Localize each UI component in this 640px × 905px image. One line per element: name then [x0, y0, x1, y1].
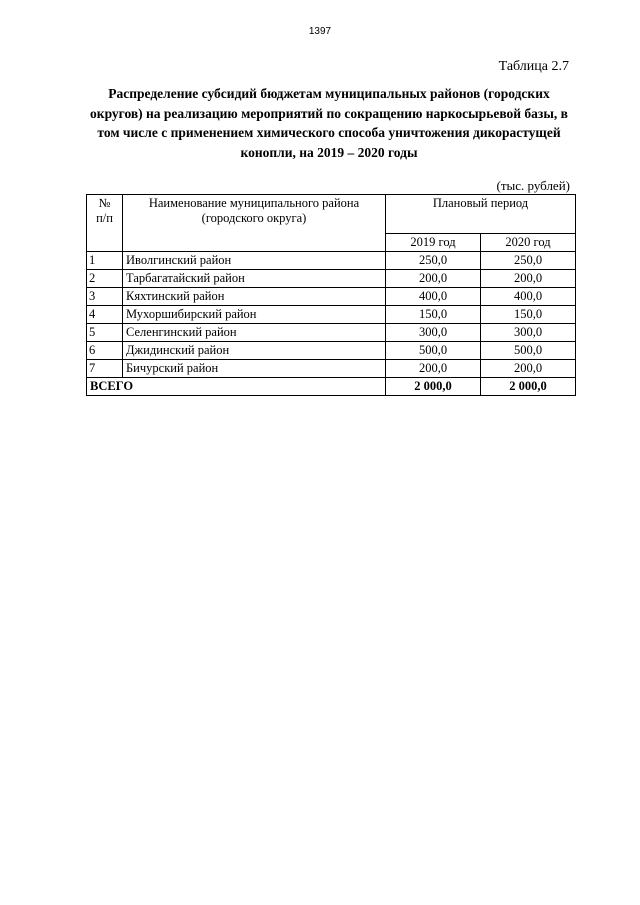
- row-number: 5: [87, 324, 123, 342]
- row-district: Бичурский район: [123, 360, 386, 378]
- row-number: 4: [87, 306, 123, 324]
- table-row: [87, 324, 576, 342]
- row-value-2020: 500,0: [481, 342, 576, 360]
- row-value-2020: 150,0: [481, 306, 576, 324]
- header-number: [87, 195, 123, 252]
- row-value-2019: 500,0: [386, 342, 481, 360]
- row-value-2019: 400,0: [386, 288, 481, 306]
- total-value-2019: 2 000,0: [386, 378, 481, 396]
- table-row: [87, 360, 576, 378]
- table-row: [87, 252, 576, 270]
- document-title: Распределение субсидий бюджетам муниципальных районов (городских округов) на реализацию мероприятий по сокращению наркосырьевой базы, в том числе с применением химического способа уничтожения дикорастущей конопли, на 2019 – 2020 годы: [90, 86, 568, 160]
- row-district: Джидинский район: [123, 342, 386, 360]
- header-number-line1: №: [98, 196, 111, 210]
- table-row: [87, 306, 576, 324]
- table-header-row: [87, 195, 576, 234]
- row-value-2019: 300,0: [386, 324, 481, 342]
- row-value-2020: 250,0: [481, 252, 576, 270]
- total-label: ВСЕГО: [87, 378, 386, 396]
- row-value-2019: 200,0: [386, 270, 481, 288]
- table-row: [87, 270, 576, 288]
- row-district: Тарбагатайский район: [123, 270, 386, 288]
- row-value-2019: 150,0: [386, 306, 481, 324]
- row-district: Мухоршибирский район: [123, 306, 386, 324]
- row-district: Кяхтинский район: [123, 288, 386, 306]
- row-number: 6: [87, 342, 123, 360]
- row-value-2019: 200,0: [386, 360, 481, 378]
- row-value-2020: 200,0: [481, 360, 576, 378]
- header-name: Наименование муниципального района (городского округа): [123, 195, 386, 252]
- table-label: Таблица 2.7: [498, 59, 569, 74]
- row-number: 7: [87, 360, 123, 378]
- row-number: 2: [87, 270, 123, 288]
- table-row: [87, 288, 576, 306]
- total-value-2020: 2 000,0: [481, 378, 576, 396]
- row-value-2019: 250,0: [386, 252, 481, 270]
- row-number: 3: [87, 288, 123, 306]
- header-number-line2: п/п: [96, 211, 113, 225]
- table-total-row: [87, 378, 576, 396]
- header-year-2020: 2020 год: [481, 234, 576, 252]
- subsidy-table: [86, 194, 576, 396]
- header-year-2019: 2019 год: [386, 234, 481, 252]
- row-district: Селенгинский район: [123, 324, 386, 342]
- row-value-2020: 300,0: [481, 324, 576, 342]
- row-value-2020: 400,0: [481, 288, 576, 306]
- table-row: [87, 342, 576, 360]
- row-value-2020: 200,0: [481, 270, 576, 288]
- row-number: 1: [87, 252, 123, 270]
- units-label: (тыс. рублей): [496, 178, 570, 193]
- page-number: 1397: [308, 26, 332, 37]
- row-district: Иволгинский район: [123, 252, 386, 270]
- header-period: Плановый период: [386, 195, 576, 234]
